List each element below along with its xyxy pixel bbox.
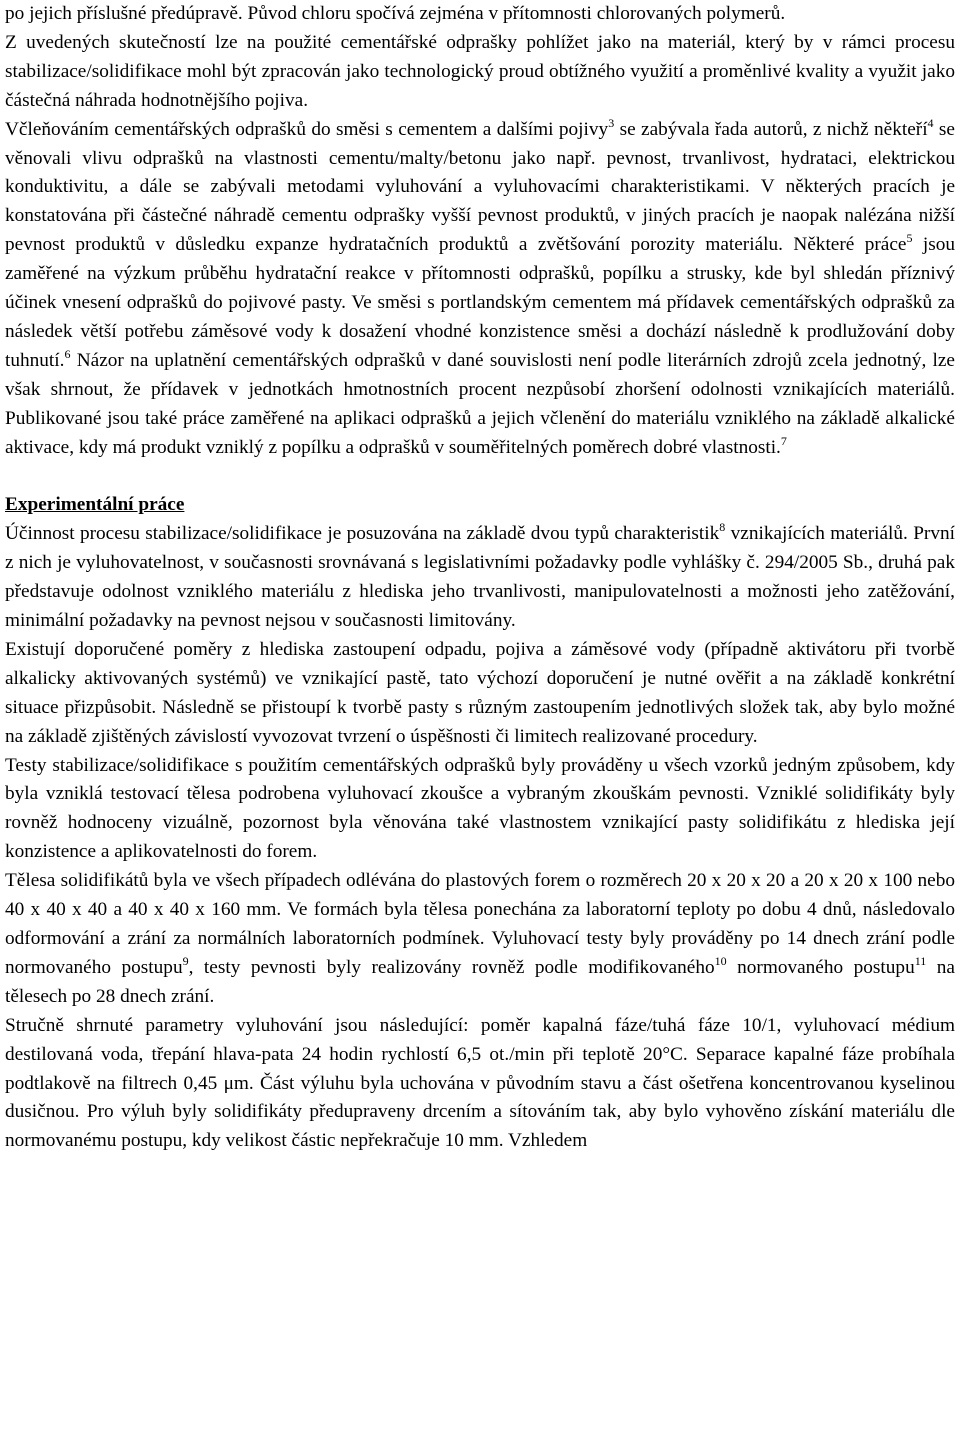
- paragraph-text: Tělesa solidifikátů byla ve všech případech odlévána do plastových forem o rozměrech 20 x 20 x 20 a 20 x 20 x 100 nebo 40 x 40 x 40 a 40 x 40 x 160 mm. Ve formách byla tělesa ponechána za laboratorní teploty po dobu 4 dnů, následovalo odformování a zrání za normálních laboratorních podmínek. Vyluhovací testy byly prováděny po 14 dnech zrání podle normovaného postupu: [5, 870, 955, 978]
- paragraph-literature-review: [5, 116, 955, 463]
- paragraph-text: vznikajících materiálů. První z nich je vyluhovatelnost, v současnosti srovnávaná s legislativními požadavky podle vyhlášky č. 294/2005 Sb., druhá pak představuje odolnost vzniklého materiálu z hlediska jeho trvanlivosti, manipulovatelnosti a možnosti jeho zatěžování, minimální požadavky na pevnost nejsou v současnosti limitovány.: [5, 523, 955, 632]
- reference-superscript: 11: [914, 953, 927, 968]
- paragraph-text: Účinnost procesu stabilizace/solidifikace je posuzována na základě dvou typů charakteristik: [5, 523, 720, 545]
- section-heading: Experimentální práce: [5, 494, 185, 516]
- section-spacer: [5, 463, 955, 492]
- paragraph-recommended-ratios: Existují doporučené poměry z hlediska zastoupení odpadu, pojiva a záměsové vody (případně aktivátoru při tvorbě alkalicky aktivovaných systémů) ve vznikající pastě, tato výchozí doporučení je nutné ověřit a na základě konkrétní situace přizpůsobit. Následně se přistoupí k tvorbě pasty s různým zastoupením jednotlivých složek tak, aby bylo možné na základě zjištěných závislostí vyvozovat tvrzení o úspěšnosti či limitech realizované procedury.: [5, 638, 955, 747]
- reference-superscript: 9: [182, 953, 189, 968]
- paragraph-tests: Testy stabilizace/solidifikace s použitím cementářských odprašků byly prováděny u všech vzorků jedným způsobem, kdy byla vzniklá testovací tělesa podrobena vyluhovací zkoušce a vybraným zkouškám pevnosti. Vzniklé solidifikáty byly rovněž hodnoceny vizuálně, pozornost byla věnována také vlastnostem vznikající pasty solidifikátu z hlediska její konzistence a aplikovatelnosti do forem.: [5, 754, 955, 863]
- paragraph-text: na tělesech po 28 dnech zrání.: [5, 956, 955, 1007]
- paragraph-text: se zabývala řada autorů, z nichž někteří: [614, 118, 928, 140]
- reference-superscript: 6: [64, 346, 71, 361]
- reference-superscript: 7: [780, 433, 787, 448]
- paragraph-text: se věnovali vlivu odprašků na vlastnosti cementu/malty/betonu jako např. pevnost, trvanlivost, hydrataci, elektrickou konduktivitu, a dále se zabývali metodami vyluhování a vyluhovacími charakteristikami. V některých pracích je konstatována při částečné náhradě cementu odprašky vyšší pevnost produktů, v jiných pracích je naopak nalézána nižší pevnost produktů v důsledku expanze hydratačních produktů a zvětšování porozity materiálu. Některé práce: [5, 118, 955, 256]
- paragraph-efficiency: [5, 520, 955, 636]
- paragraph-text: jsou zaměřené na výzkum průběhu hydratační reakce v přítomnosti odprašků, popílku a strusky, kde byl shledán příznivý účinek vnesení odprašků do pojivové pasty. Ve směsi s portlandským cementem má přídavek cementářských odprašků za následek větší potřebu záměsové vody k dosažení vhodné konzistence směsi a dochází následně k prodlužování doby tuhnutí.: [5, 234, 955, 371]
- paragraph-text: Názor na uplatnění cementářských odprašků v dané souvislosti není podle literárních zdrojů zcela jednotný, lze však shrnout, že přídavek v jednotkách hmotnostních procent nezpůsobí zhoršení odolnosti vznikajících materiálů. Publikované jsou také práce zaměřené na aplikaci odprašků a jejich včlenění do materiálu vzniklého na základě alkalické aktivace, kdy má produkt vzniklý z popílku a odprašků v souměřitelných poměrech dobré vlastnosti.: [5, 349, 955, 458]
- paragraph-leaching-parameters: Stručně shrnuté parametry vyluhování jsou následující: poměr kapalná fáze/tuhá fáze 10/1, vyluhovací médium destilovaná voda, třepání hlava-pata 24 hodin rychlostí 6,5 ot./min při teplotě 20°C. Separace kapalné fáze probíhala podtlakově na filtrech 0,45 μm. Část výluhu byla uchována v původním stavu a část ošetřena koncentrovanou kyselinou dusičnou. Pro výluh byly solidifikáty předupraveny drcením a sítováním tak, aby bylo vyhověno získání materiálu dle normovanému postupu, kdy velikost částic nepřekračuje 10 mm. Vzhledem: [5, 1014, 955, 1152]
- paragraph-dust-material: Z uvedených skutečností lze na použité cementářské odprašky pohlížet jako na materiál, který by v rámci procesu stabilizace/solidifikace mohl být zpracován jako technologický proud obtížného využití a proměnlivé kvality a využit jako částečná náhrada hodnotnějšího pojiva.: [5, 31, 955, 111]
- reference-superscript: 3: [608, 115, 615, 130]
- paragraph-text: normovaného postupu: [726, 956, 915, 978]
- reference-superscript: 5: [906, 231, 913, 246]
- paragraph-text: Včleňováním cementářských odprašků do směsi s cementem a dalšími pojivy: [5, 118, 609, 140]
- paragraph-text: , testy pevnosti byly realizovány rovněž podle modifikovaného: [188, 956, 715, 978]
- paragraph-specimens: [5, 867, 955, 1012]
- reference-superscript: 4: [927, 115, 934, 130]
- reference-superscript: 8: [719, 520, 726, 535]
- paragraph-continuation: po jejich příslušné předúpravě. Původ chloru spočívá zejména v přítomnosti chlorovaných polymerů.: [5, 3, 786, 24]
- reference-superscript: 10: [714, 953, 727, 968]
